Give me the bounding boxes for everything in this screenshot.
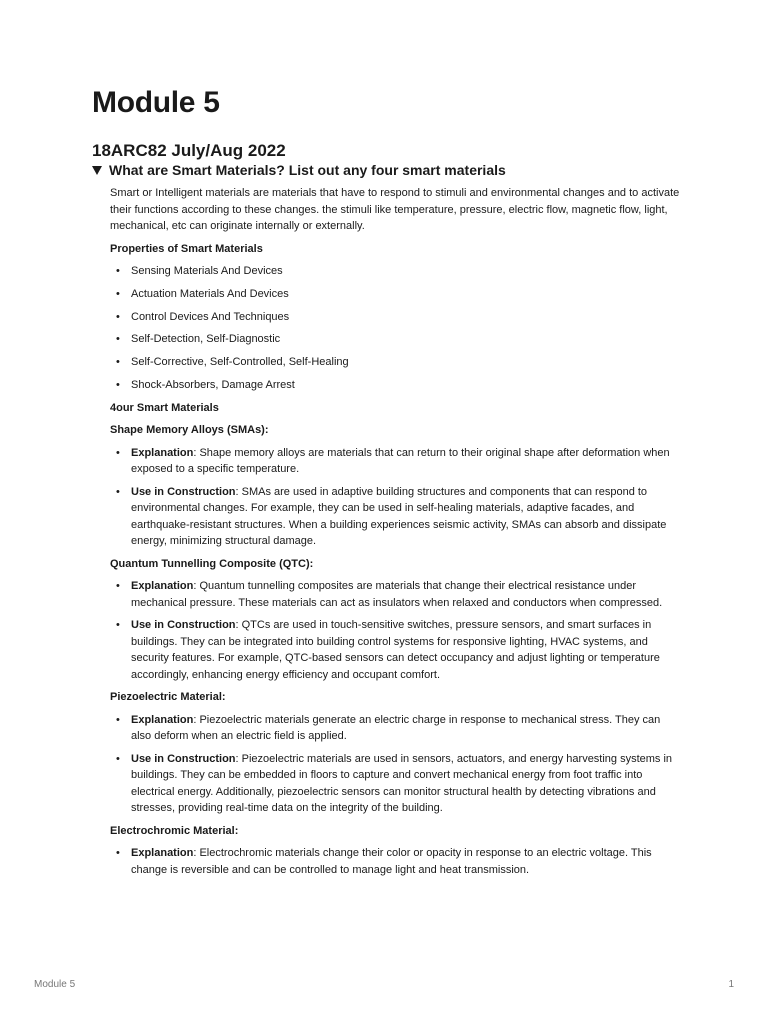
material-heading-sma: Shape Memory Alloys (SMAs):: [110, 424, 269, 437]
bullet-icon: •: [116, 378, 120, 391]
material-heading-qtc: Quantum Tunnelling Composite (QTC):: [110, 557, 314, 570]
list-item: • Control Devices And Techniques: [110, 309, 682, 326]
bullet-icon: •: [116, 446, 120, 459]
bullet-icon: •: [116, 265, 120, 277]
list-item: • Self-Detection, Self-Diagnostic: [110, 331, 682, 348]
bullet-icon: •: [116, 847, 120, 860]
properties-heading: Properties of Smart Materials: [110, 242, 263, 255]
list-item: • Sensing Materials And Devices: [110, 263, 682, 280]
bullet-icon: •: [116, 619, 120, 632]
answer-content: [110, 185, 682, 884]
question-toggle[interactable]: [92, 160, 506, 180]
material-list-electrochromic: [110, 845, 682, 878]
list-item: • Use in Construction: SMAs are used in adaptive building structures and components that can respond to environmental changes. For example, they can be used in self-healing materials, adaptive facades, and earthquake-resistant structures. When a building experiences seismic activity, SMAs can absorb and dissipate energy, minimizing structural damage.: [116, 485, 667, 548]
footer-page-number: 1: [728, 979, 734, 990]
bullet-icon: •: [116, 752, 120, 765]
material-list-sma: [110, 445, 682, 550]
four-materials-heading: 4our Smart Materials: [110, 401, 219, 414]
bullet-icon: •: [116, 333, 120, 346]
bullet-icon: •: [116, 713, 120, 726]
list-item: • Explanation: Piezoelectric materials generate an electric charge in response to mechanical stress. They can also deform when an electric field is applied.: [116, 713, 661, 743]
list-item: • Use in Construction: QTCs are used in touch-sensitive switches, pressure sensors, and smart surfaces in buildings. They can be integrated into building control systems for responsive lighting, HVAC systems, and security features. For example, QTC-based sensors can detect occupancy and adjust lighting or temperature accordingly, enhancing energy efficiency and occupant comfort.: [116, 619, 660, 681]
bullet-icon: •: [116, 287, 120, 300]
list-item: • Shock-Absorbers, Damage Arrest: [110, 377, 682, 394]
list-item: • Self-Corrective, Self-Controlled, Self-Healing: [110, 354, 682, 371]
properties-list: [110, 263, 682, 393]
toggle-triangle-icon[interactable]: [92, 166, 102, 175]
list-item: • Actuation Materials And Devices: [110, 286, 682, 303]
bullet-icon: •: [116, 310, 120, 323]
bullet-icon: •: [116, 356, 120, 369]
bullet-icon: •: [116, 580, 120, 593]
material-heading-electrochromic: Electrochromic Material:: [110, 824, 239, 837]
list-item: • Explanation: Quantum tunnelling composites are materials that change their electrical resistance under mechanical pressure. These materials can act as insulators when relaxed and conductors when compressed.: [116, 580, 663, 609]
list-item: • Explanation: Shape memory alloys are materials that can return to their original shape after deformation when exposed to a specific temperature.: [116, 446, 670, 476]
intro-paragraph: Smart or Intelligent materials are materials that have to respond to stimuli and environmental changes and to activate their functions according to these changes. the stimuli like temperature, pressure, electric flow, magnetic flow, light, mechanical, etc can originate internally or externally.: [110, 187, 680, 232]
material-heading-piezo: Piezoelectric Material:: [110, 691, 226, 704]
list-item: • Use in Construction: Piezoelectric materials are used in sensors, actuators, and energy harvesting systems in buildings. They can be embedded in floors to capture and convert mechanical energy from foot traffic into electrical energy. Additionally, piezoelectric sensors can monitor structural health by detecting vibrations and stresses, providing real-time data on the integrity of the building.: [116, 752, 673, 815]
exam-heading: 18ARC82 July/Aug 2022: [92, 141, 286, 160]
footer-module-label: Module 5: [34, 979, 76, 990]
question-text: What are Smart Materials? List out any four smart materials: [109, 162, 506, 178]
material-list-piezo: [110, 712, 682, 817]
material-list-qtc: [110, 578, 682, 683]
list-item: • Explanation: Electrochromic materials change their color or opacity in response to an electric voltage. This change is reversible and can be controlled to manage light and heat transmission.: [116, 847, 652, 876]
page-title: Module 5: [92, 86, 220, 119]
bullet-icon: •: [116, 485, 120, 498]
